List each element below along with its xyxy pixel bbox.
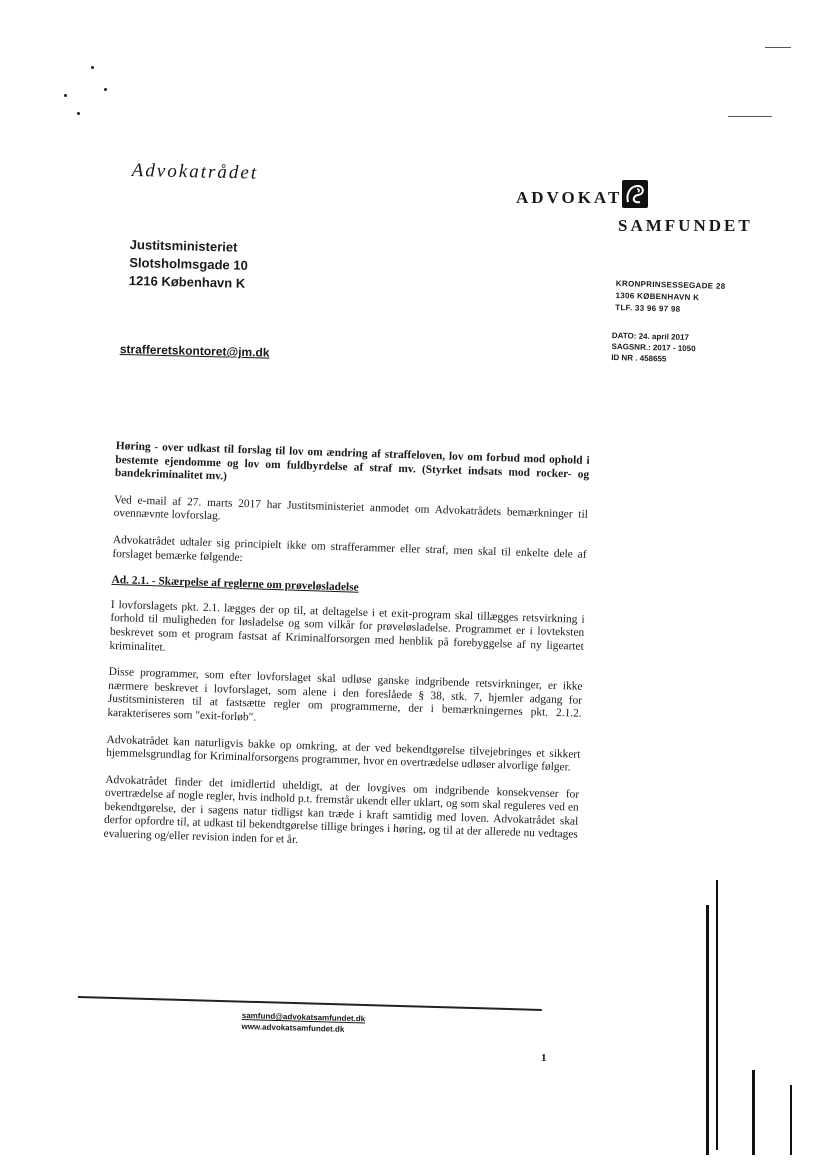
emblem-icon — [622, 180, 648, 208]
letter-date: DATO: 24. april 2017 — [611, 330, 690, 343]
scan-edge-bar — [790, 1085, 792, 1155]
case-number: SAGSNR.: 2017 - 1050 — [611, 341, 696, 354]
recipient-email-link[interactable]: strafferetskontoret@jm.dk — [119, 342, 270, 360]
recipient-address — [129, 236, 249, 293]
body-paragraph: Ved e-mail af 27. marts 2017 har Justitsministeriet anmodet om Advokatrådets bemærkninger til ovennævnte lovforslag. — [113, 493, 589, 523]
scan-speck — [104, 88, 107, 91]
body-paragraph: I lovforslagets pkt. 2.1. lægges der op til, at deltagelse i et exit-program skal tillægges retsvirkning i forhold til muligheden for løsladelse og som vilkår for prøveløsladelse. Programmet er i lovteksten beskrevet som et program fastsat af Kriminalforsorgen med henblik på forebyggelse af ny ligeartet kriminalitet. — [109, 598, 585, 654]
footer-email-link[interactable]: samfund@advokatsamfundet.dk — [241, 1010, 366, 1024]
logo-word-samfundet: SAMFUNDET — [618, 216, 753, 235]
scan-edge-bar — [752, 1070, 755, 1155]
sender-address-line: 1306 KØBENHAVN K — [615, 290, 700, 303]
page-number: 1 — [541, 1052, 547, 1064]
footer-divider — [78, 996, 542, 1011]
sender-address-line: KRONPRINSESSEGADE 28 — [615, 278, 726, 291]
sender-address-line: TLF. 33 96 97 98 — [615, 302, 681, 314]
scan-edge-mark — [765, 47, 791, 48]
letter-body — [103, 440, 590, 869]
recipient-line: 1216 København K — [128, 272, 246, 291]
recipient-line: Slotsholmsgade 10 — [129, 254, 248, 273]
body-paragraph: Advokatrådet kan naturligvis bakke op omkring, at der ved bekendtgørelse tilvejebringes et sikkert hjemmelsgrundlag for Kriminalforsorgens programmer, hvor en overtrædelse udløser alvorlige følger. — [105, 733, 581, 774]
body-paragraph: Advokatrådet udtaler sig principielt ikke om strafferammer eller straf, men skal til enkelte dele af forslaget bemærke følgende: — [112, 533, 587, 564]
logo-word-advokat: ADVOKAT — [516, 188, 623, 207]
advokatsamfundet-logo — [516, 180, 753, 240]
body-paragraph: Advokatrådet finder det imidlertid uheldigt, at der lovgives om indgribende konsekvenser for overtrædelse af nogle regler, hvis indhold p.t. fremstår ukendt eller uklart, og som skal reguleres ved en bekendtgørelse, der i sagens natur tidligst kan træde i kraft samtidig med loven. Advokatrådet skal derfor opfordre til, at udkast til bekendtgørelse tillige bringes i høring, og til at der allerede nu vedtages evaluering og/eller revision inden for et år. — [103, 773, 580, 846]
footer-web-link[interactable]: www.advokatsamfundet.dk — [241, 1021, 345, 1034]
letterhead-script-name: Advokatrådet — [131, 160, 259, 184]
scan-edge-bar — [716, 880, 718, 1150]
section-heading: Ad. 2.1. - Skærpelse af reglerne om prøveløsladelse — [111, 574, 359, 594]
scan-speck — [64, 94, 67, 97]
body-paragraph: Disse programmer, som efter lovforslaget skal udløse ganske indgribende retsvirkninger, er ikke nærmere beskrevet i lovforslaget, som alene i den foreslåede § 38, stk. 7, hjemler adgang for Justitsministeren til at fastsætte regler om programmerne, der i bemærkningernes pkt. 2.1.2. karakteriseres som "exit-forløb". — [107, 666, 583, 724]
id-number: ID NR . 458655 — [611, 352, 667, 364]
scan-speck — [77, 112, 80, 115]
letter-metadata — [611, 330, 696, 365]
footer-contact — [241, 1010, 365, 1035]
letter-subject: Høring - over udkast til forslag til lov om ændring af straffeloven, lov om forbud mod ophold i bestemte ejendomme og lov om fuldbyrdelse af straf mv. (Styrket indsats mod rocker- og bandekriminalitet mv.) — [114, 440, 590, 483]
scan-edge-mark — [728, 116, 772, 117]
scan-speck — [91, 66, 94, 69]
recipient-line: Justitsministeriet — [129, 236, 238, 255]
scan-edge-bar — [706, 905, 709, 1155]
sender-address — [615, 278, 725, 317]
